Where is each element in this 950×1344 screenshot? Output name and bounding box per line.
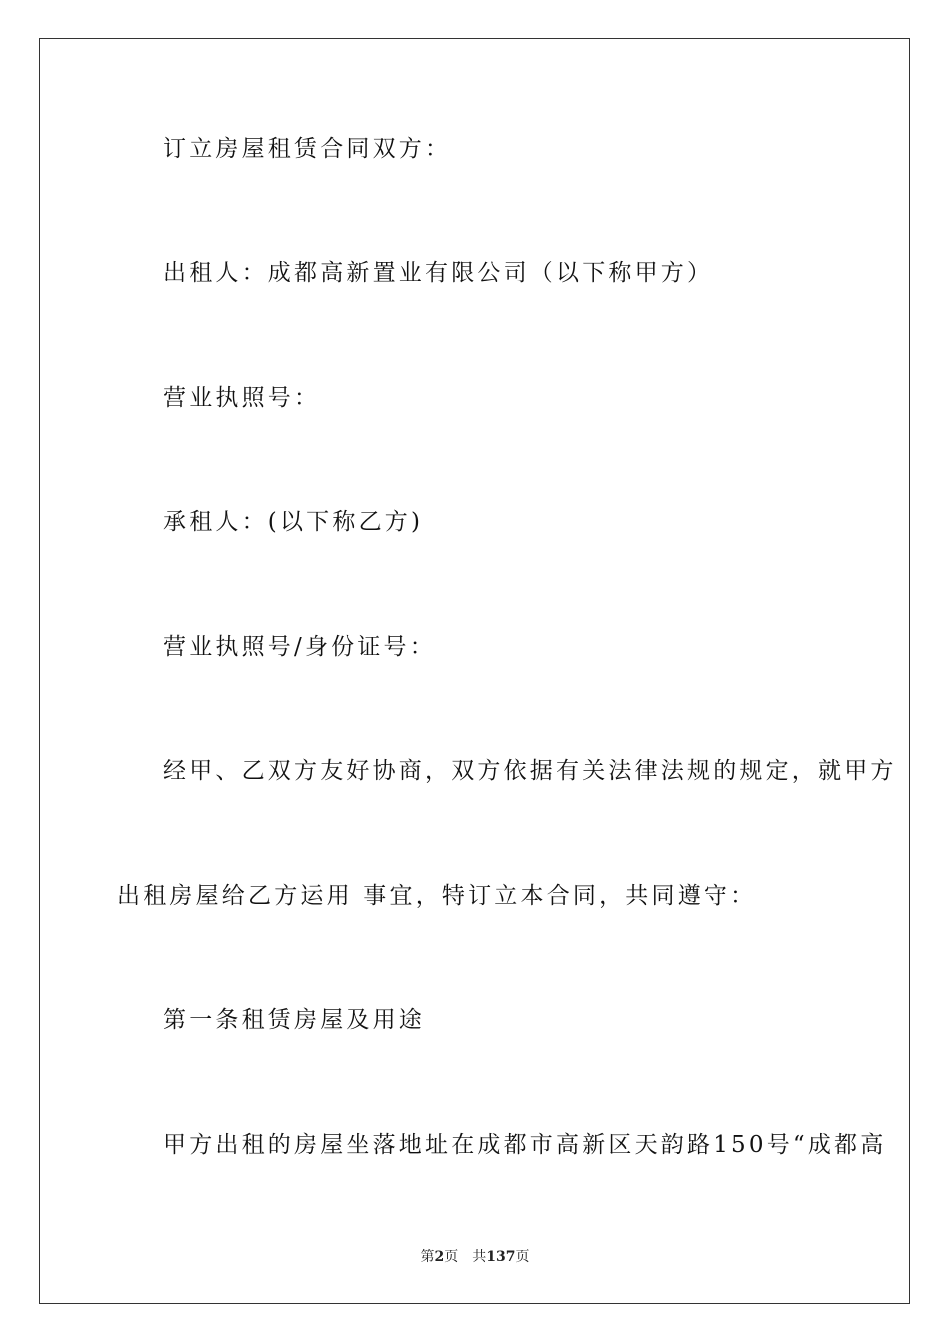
footer-total-prefix: 共 xyxy=(472,1249,487,1265)
article-one-heading: 第一条租赁房屋及用途 xyxy=(163,1007,425,1033)
footer-total-suffix: 页 xyxy=(515,1249,530,1265)
page-border xyxy=(39,38,910,1304)
lessor-license-line: 营业执照号： xyxy=(163,385,321,411)
contract-parties-heading: 订立房屋租赁合同双方： xyxy=(163,136,452,162)
agreement-paragraph-line-2: 出租房屋给乙方运用 事宜，特订立本合同，共同遵守： xyxy=(117,883,757,909)
lessor-line: 出租人：成都高新置业有限公司（以下称甲方） xyxy=(163,260,714,286)
lessee-line: 承租人：(以下称乙方) xyxy=(163,509,424,535)
page-footer xyxy=(0,1248,950,1266)
lessee-license-line: 营业执照号/身份证号： xyxy=(163,634,436,660)
footer-page-suffix: 页 xyxy=(444,1249,459,1265)
footer-page-number: 2 xyxy=(434,1249,445,1265)
property-location-line: 甲方出租的房屋坐落地址在成都市高新区天韵路150号“成都高 xyxy=(163,1132,887,1158)
agreement-paragraph-line-1: 经甲、乙双方友好协商，双方依据有关法律法规的规定，就甲方 xyxy=(163,758,897,784)
footer-total-pages: 137 xyxy=(486,1249,516,1265)
footer-page-prefix: 第 xyxy=(420,1249,435,1265)
